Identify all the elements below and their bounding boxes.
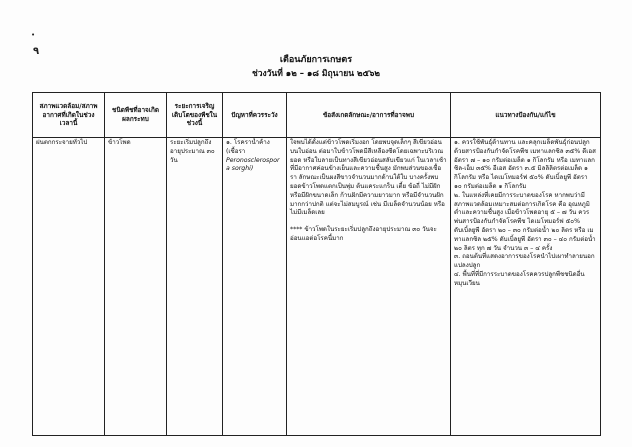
cell-problem xyxy=(223,138,287,436)
pathogen-label: (เชื้อรา xyxy=(226,147,246,155)
problem-name: ๑. โรคราน้ำค้าง xyxy=(226,139,270,146)
column-header-problem: ปัญหาที่ควรระวัง xyxy=(223,93,287,138)
cell-condition: ฝนตกกระจายทั่วไป xyxy=(33,138,105,436)
document-subtitle: ช่วงวันที่ ๑๒ – ๑๘ มิถุนายน ๒๕๖๒ xyxy=(251,69,381,79)
column-header-prevention: แนวทางป้องกัน/แก้ไข xyxy=(451,93,601,138)
warning-table xyxy=(32,92,601,436)
scan-mark-small: • xyxy=(31,31,36,39)
table-header-row xyxy=(33,93,601,138)
symptoms-text: ใจพบได้ตั้งแต่ข้าวโพดเริ่มงอก โดยพบจุดเล็กๆ สีเขียวอ่อนบนใบอ่อน ต่อมาใบข้าวโพดมีสีเหลืองซีดโดยเฉพาะบริเวณยอด หรือใบลายเป็นทางสีเขียวอ่อนสลับเขียวแก่ ในเวลาเช้าที่มีอากาศค่อนข้างเย็นและความชื้นสูง มักพบส่วนของเชื้อรา ลักษณะเป็นผงสีขาวจำนวนมากด้านใต้ใบ บางครั้งพบยอดข้าวโพดแตกเป็นพุ่ม ต้นแคระแกร็น เตี้ย ข้อถี่ ไม่มีฝัก หรือมีฝักขนาดเล็ก ก้านฝักมีความยาวมาก หรือมีจำนวนฝักมากกว่าปกติ แต่จะไม่สมบูรณ์ เช่น มีเมล็ดจำนวนน้อย หรือไม่มีเมล็ดเลย xyxy=(290,139,447,217)
document-title: เตือนภัยการเกษตร xyxy=(279,55,353,65)
column-header-stage: ระยะการเจริญเติบโตของพืชในช่วงนี้ xyxy=(167,93,223,138)
column-header-symptoms: ข้อสังเกตลักษณะ/อาการที่อาจพบ xyxy=(287,93,451,138)
cell-crop: ข้าวโพด xyxy=(105,138,167,436)
cell-symptoms xyxy=(287,138,451,436)
column-header-condition: สภาพแวดล้อม/สภาพอากาศที่เกิดในช่วงเวลานี้ xyxy=(33,93,105,138)
prevention-text: ๑. ควรใช้พันธุ์ต้านทาน และคลุกเมล็ดพันธุ์ก่อนปลูกด้วยสารป้องกันกำจัดโรคพืช เมทาแลกซิล ๓๕% ดีเอส อัตรา ๗ – ๑๐ กรัมต่อเมล็ด ๑ กิโลกรัม หรือ เมทาแลกซิล-เอ็ม ๓๕% อีเอส อัตรา ๓.๕ มิลลิลิตรต่อเมล็ด ๑ กิโลกรัม หรือ ไดเมโทมอร์ฟ ๕๐% ดับเบิ้ลยูพี อัตรา ๑๐ กรัมต่อเมล็ด ๑ กิโลกรัม ๒. ในแหล่งที่เคยมีการระบาดของโรค หากพบว่ามีสภาพแวดล้อมเหมาะสมต่อการเกิดโรค คือ อุณหภูมิต่ำและความชื้นสูง เมื่อข้าวโพดอายุ ๕ – ๗ วัน ควรพ่นสารป้องกันกำจัดโรคพืช ไดเมโทมอร์ฟ ๕๐% ดับเบิ้ลยูพี อัตรา ๒๐ – ๓๐ กรัมต่อน้ำ ๒๐ ลิตร หรือ เมทาแลกซิล ๒๕% ดับเบิ้ลยูพี อัตรา ๓๐ – ๔๐ กรัมต่อน้ำ ๒๐ ลิตร ทุก ๗ วัน จำนวน ๓ – ๔ ครั้ง ๓. ถอนต้นที่แสดงอาการของโรคนำไปเผาทำลายนอกแปลงปลูก ๔. พื้นที่ที่มีการระบาดของโรคควรปลูกพืชชนิดอื่นหมุนเวียน xyxy=(454,139,596,287)
cell-prevention xyxy=(451,138,601,436)
cell-stage: ระยะเริ่มปลูกถึงอายุประมาณ ๓๐ วัน xyxy=(167,138,223,436)
scan-mark-large: ٩ xyxy=(33,46,40,57)
column-header-crop: ชนิดพืชที่อาจเกิดผลกระทบ xyxy=(105,93,167,138)
symptoms-note: **** ข้าวโพดในระยะเริ่มปลูกถึงอายุประมาณ ๓๐ วันจะอ่อนแอต่อโรคนี้มาก xyxy=(290,226,437,242)
table-row xyxy=(33,138,601,436)
pathogen-name: Peronosclerospora sorghi) xyxy=(226,156,280,173)
